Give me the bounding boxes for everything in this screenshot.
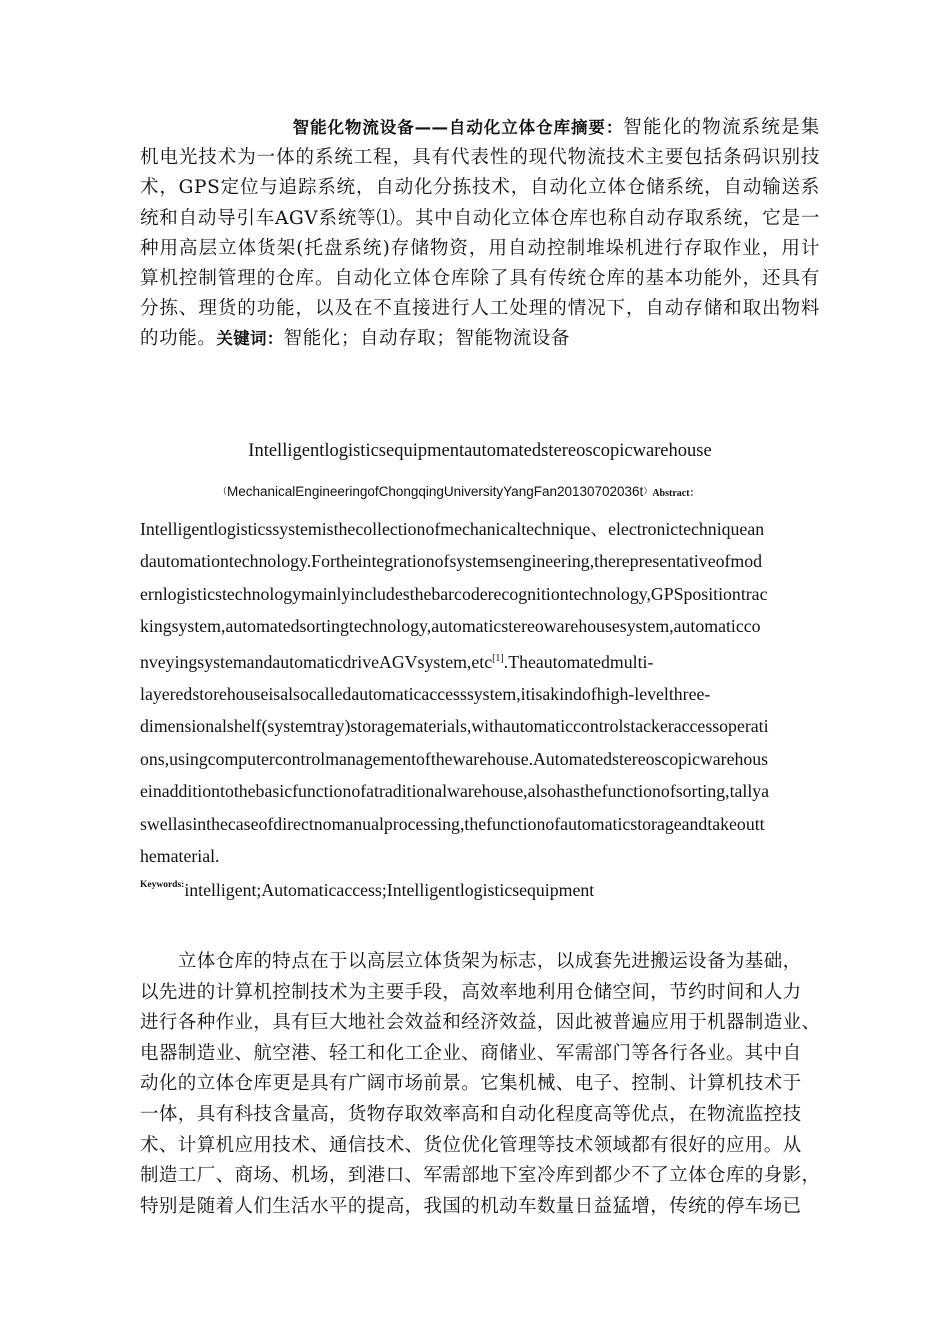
keywords-text: intelligent;Automaticaccess;Intelligentlogisticsequipment (184, 880, 595, 900)
chinese-keywords: 智能化；自动存取；智能物流设备 (283, 328, 571, 350)
abstract-label: Abstract： (652, 488, 700, 499)
chinese-title: 智能化物流设备——自动化立体仓库摘要： (292, 118, 624, 137)
chinese-keywords-label: 关键词： (216, 329, 284, 349)
abstract-line: dautomationtechnology.Fortheintegrationofsystemsengineering,therepresentativeofmod (140, 551, 763, 572)
abstract-line: ons,usingcomputercontrolmanagementofthewarehouse.Automatedstereoscopicwarehous (140, 748, 769, 769)
abstract-line: kingsystem,automatedsortingtechnology,automaticstereowarehousesystem,automaticco (140, 616, 761, 637)
body-line: 制造工厂、商场、机场，到港口、军需部地下室冷库到都少不了立体仓库的身影， (140, 1165, 821, 1187)
affiliation-open-paren: （ (218, 486, 228, 496)
affiliation-close-paren: ） (643, 486, 653, 496)
abstract-line: ernlogisticstechnologymainlyincludesthebarcoderecognitiontechnology,GPSpositiontrac (140, 583, 768, 604)
body-line: 动化的立体仓库更是具有广阔市场前景。它集机械、电子、控制、计算机技术于 (140, 1073, 802, 1095)
abstract-line: Intelligentlogisticssystemisthecollectionofmechanicaltechnique、electronictechniquean (140, 519, 765, 539)
body-line: 术、计算机应用技术、通信技术、货位优化管理等技术领域都有很好的应用。从 (140, 1134, 802, 1156)
body-line: 电器制造业、航空港、轻工和化工企业、商储业、军需部门等各行各业。其中自 (140, 1042, 802, 1064)
body-line: 立体仓库的特点在于以高层立体货架为标志，以成套先进搬运设备为基础， (140, 951, 802, 972)
body-line: 一体，具有科技含量高，货物存取效率高和自动化程度高等优点，在物流监控技 (140, 1103, 802, 1125)
english-abstract (140, 513, 820, 872)
keywords-label: Keywords: (140, 880, 185, 890)
body-line: 以先进的计算机控制技术为主要手段，高效率地利用仓储空间，节约时间和人力 (140, 981, 802, 1003)
chinese-body (140, 947, 830, 1222)
affiliation-text: MechanicalEngineeringofChongqingUniversityYangFan20130702036t (227, 484, 644, 499)
body-line: 特别是随着人们生活水平的提高，我国的机动车数量日益猛增，传统的停车场已 (140, 1195, 802, 1217)
body-line: 进行各种作业，具有巨大地社会效益和经济效益，因此被普遍应用于机器制造业、 (140, 1012, 821, 1034)
english-affiliation (218, 484, 858, 499)
citation-ref: [1] (492, 652, 504, 664)
abstract-line: einadditiontothebasicfunctionofatraditionalwarehouse,alsohasthefunctionofsorting,tallya (140, 781, 770, 802)
english-title: Intelligentlogisticsequipmentautomatedstereoscopicwarehouse (248, 441, 712, 461)
abstract-line: layeredstorehouseisalsocalledautomaticaccesssystem,itisakindofhigh-levelthree- (140, 683, 711, 704)
english-keywords (140, 880, 820, 901)
abstract-line-text: nveyingsystemandautomaticdriveAGVsystem,etc (140, 651, 493, 672)
abstract-line-with-citation (140, 643, 820, 678)
chinese-abstract-text: 智能化的物流系统是集机电光技术为一体的系统工程，具有代表性的现代物流技术主要包括条码识别技术，GPS定位与追踪系统，自动化分拣技术，自动化立体仓储系统，自动输送系统和自动导引车AGV系统等⑴。其中自动化立体仓库也称自动存取系统，它是一种用高层立体货架(托盘系统)存储物资，用自动控制堆垛机进行存取作业，用计算机控制管理的仓库。自动化立体仓库除了具有传统仓库的基本功能外，还具有分拣、理货的功能，以及在不直接进行人工处理的情况下，自动存储和取出物料的功能。 (140, 117, 820, 350)
abstract-line: hematerial. (140, 845, 220, 866)
abstract-line-tail: .Theautomatedmulti- (503, 651, 654, 672)
abstract-line: swellasinthecaseofdirectnomanualprocessing,thefunctionofautomaticstorageandtakeoutt (140, 813, 765, 834)
chinese-abstract (140, 113, 820, 355)
abstract-line: dimensionalshelf(systemtray)storagematerials,withautomaticcontrolstackeraccessoperati (140, 716, 769, 737)
